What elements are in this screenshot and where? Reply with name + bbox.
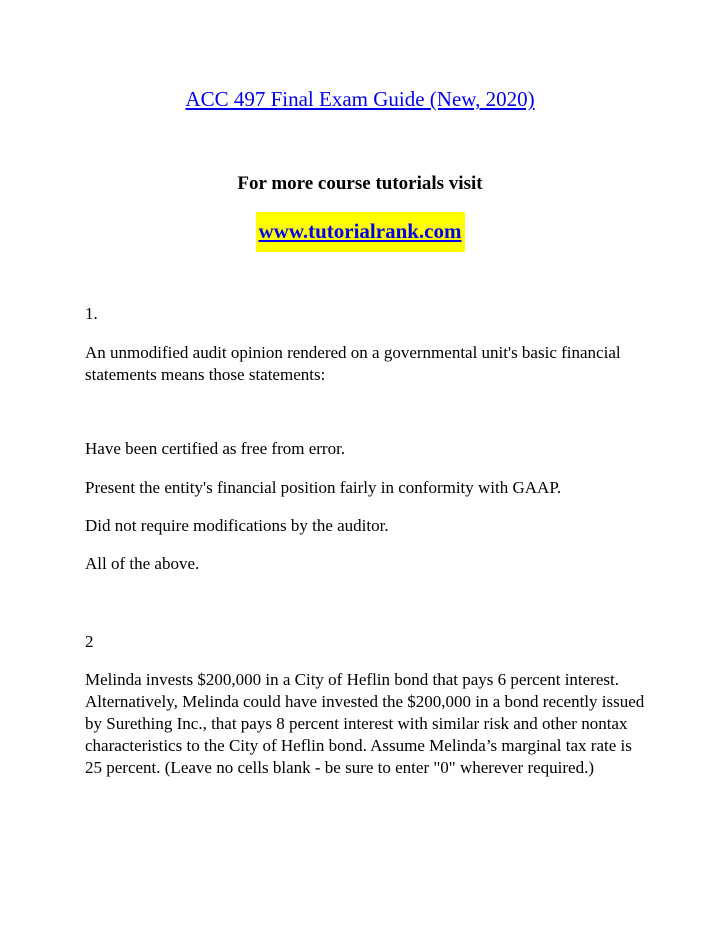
question-1-number: 1. <box>85 304 98 323</box>
exam-guide-title-link[interactable]: ACC 497 Final Exam Guide (New, 2020) <box>185 87 535 111</box>
question-2-prompt: Melinda invests $200,000 in a City of Heflin bond that pays 6 percent interest. Alternatively, Melinda could have invested the $200,000 in a bond recently issued by Surething Inc., that pays 8 percent interest with similar risk and other nontax characteristics to the City of Heflin bond. Assume Melinda’s marginal tax rate is 25 percent. (Leave no cells blank - be sure to enter "0" wherever required.) <box>85 670 645 777</box>
question-1-prompt: An unmodified audit opinion rendered on a governmental unit's basic financial statements means those statements: <box>85 343 621 384</box>
visit-text: For more course tutorials visit <box>237 173 483 194</box>
tutorial-site-link[interactable]: www.tutorialrank.com <box>256 212 465 252</box>
question-1-option: Did not require modifications by the auditor. <box>85 516 389 535</box>
question-1-option: Have been certified as free from error. <box>85 439 346 458</box>
question-1-option: Present the entity's financial position fairly in conformity with GAAP. <box>85 478 562 497</box>
question-1-option: All of the above. <box>85 554 200 573</box>
title-line <box>0 84 720 114</box>
site-line <box>0 212 720 252</box>
question-2-number: 2 <box>85 632 94 651</box>
